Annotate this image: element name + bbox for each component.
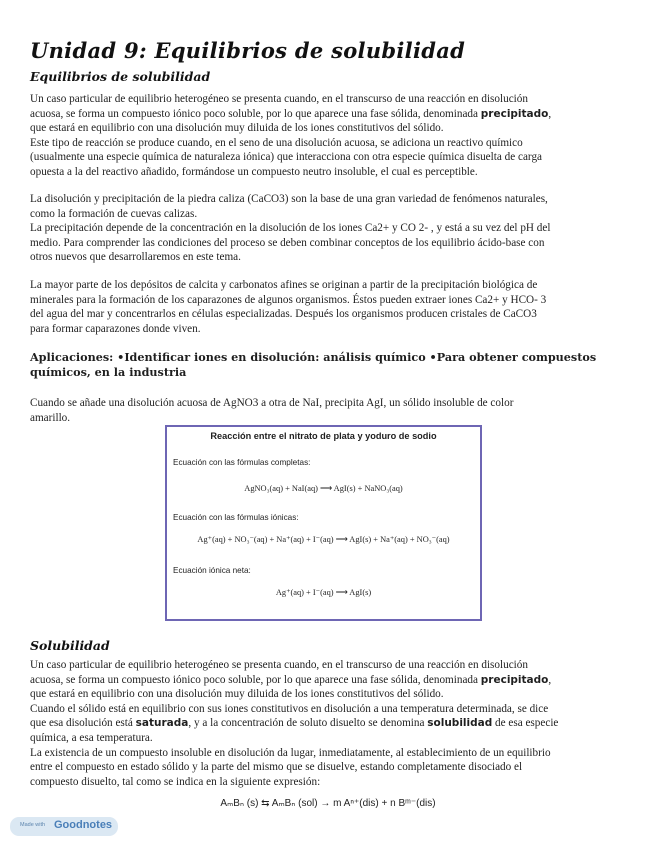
paragraph-intro: Un caso particular de equilibrio heterogéneo se presenta cuando, en el transcurso de una reacción en disolución acuosa, se forma un compuesto iónico poco soluble, por lo que aparece una fase sólida, denominada precipitado, que estará en equilibrio con una disolución muy diluida de los iones constitutivos del sólido. Este tipo de reacción se produce cuando, en el seno de una disolución acuosa, se adiciona un reactivo químico (usualmente una especie química de naturaleza iónica) que interacciona con otra especie química disuelta de carga opuesta a la del reactivo añadido, formándose un compuesto neutro insoluble, el cual es perceptible.	[30, 93, 552, 178]
page-title: Unidad 9: Equilibrios de solubilidad	[30, 38, 466, 63]
keyword-saturada: saturada	[135, 717, 189, 730]
label-ionic-formula: Ecuación con las fórmulas iónicas:	[173, 513, 299, 522]
label-full-formula: Ecuación con las fórmulas completas:	[173, 458, 311, 467]
applications-text: Aplicaciones: •Identificar iones en disolución: análisis químico •Para obtener compuestos químicos, en la industria	[30, 350, 597, 379]
badge-small-text: Made with	[20, 822, 46, 828]
paragraph-agno3: Cuando se añade una disolución acuosa de AgNO3 a otra de NaI, precipita AgI, un sólido insoluble de color amarillo.	[30, 397, 514, 424]
keyword-precipitado-2: precipitado	[480, 673, 549, 686]
keyword-solubilidad: solubilidad	[427, 717, 493, 730]
goodnotes-badge[interactable]	[10, 817, 118, 836]
paragraph-caliza: La disolución y precipitación de la piedra caliza (CaCO3) son la base de una gran variedad de fenómenos naturales, como la formación de cuevas calizas. La precipitación depende de la concentración en la disolución de los iones Ca2+ y CO 2- , y está a su vez del pH del medio. Para comprender las condiciones del proceso se deben combinar conceptos de los equilibrio ácido-base con otros nuevos que desarrollaremos en este tema.	[30, 193, 551, 264]
equation-ionic-formula: Ag⁺(aq) + NO₃⁻(aq) + Na⁺(aq) + I⁻(aq) ⟶ AgI(s) + Na⁺(aq) + NO₃⁻(aq)	[197, 535, 450, 544]
equation-net-ionic: Ag⁺(aq) + I⁻(aq) ⟶ AgI(s)	[275, 588, 372, 597]
paragraph-solubilidad: Un caso particular de equilibrio heterogéneo se presenta cuando, en el transcurso de una reacción en disolución acuosa, se forma un compuesto iónico poco soluble, por lo que aparece una fase sólida, denominada precipitado, que estará en equilibrio con una disolución muy diluida de los iones constitutivos del sólido. Cuando el sólido está en equilibrio con sus iones constitutivos en disolución a una temperatura determinada, se dice que esa disolución está saturada, y a la concentración de soluto disuelto se denomina solubilidad de esa especie química, a esa temperatura. La existencia de un compuesto insoluble en disolución da lugar, inmediatamente, al establecimiento de un equilibrio entre el compuesto en estado sólido y la parte del mismo que se disuelve, estando completamente disociado el compuesto disuelto, tal como se indica en la siguiente expresión:	[30, 659, 559, 788]
solubility-equilibrium-formula: AₘBₙ (s) ⇆ AₘBₙ (sol) → m Aⁿ⁺(dis) + n Bᵐ⁻(dis)	[220, 798, 436, 809]
badge-brand-text: Goodnotes	[54, 819, 113, 831]
reaction-box-title: Reacción entre el nitrato de plata y yoduro de sodio	[210, 431, 437, 441]
equation-full-formula: AgNO₃(aq) + NaI(aq) ⟶ AgI(s) + NaNO₃(aq)	[244, 484, 403, 493]
reaction-box	[165, 425, 482, 621]
label-net-ionic: Ecuación iónica neta:	[173, 566, 251, 575]
section-heading-solubilidad: Solubilidad	[30, 638, 110, 653]
paragraph-calcita: La mayor parte de los depósitos de calcita y carbonatos afines se originan a partir de la precipitación biológica de minerales para la formación de los caparazones de algunos organismos. Éstos pueden extraer iones Ca2+ y HCO- 3 del agua del mar y concentrarlos en células especializadas. Después los organismos producen cristales de CaCO3 para formar caparazones donde viven.	[30, 279, 547, 335]
section-heading-equilibrios: Equilibrios de solubilidad	[30, 69, 211, 84]
keyword-precipitado: precipitado	[480, 107, 549, 120]
